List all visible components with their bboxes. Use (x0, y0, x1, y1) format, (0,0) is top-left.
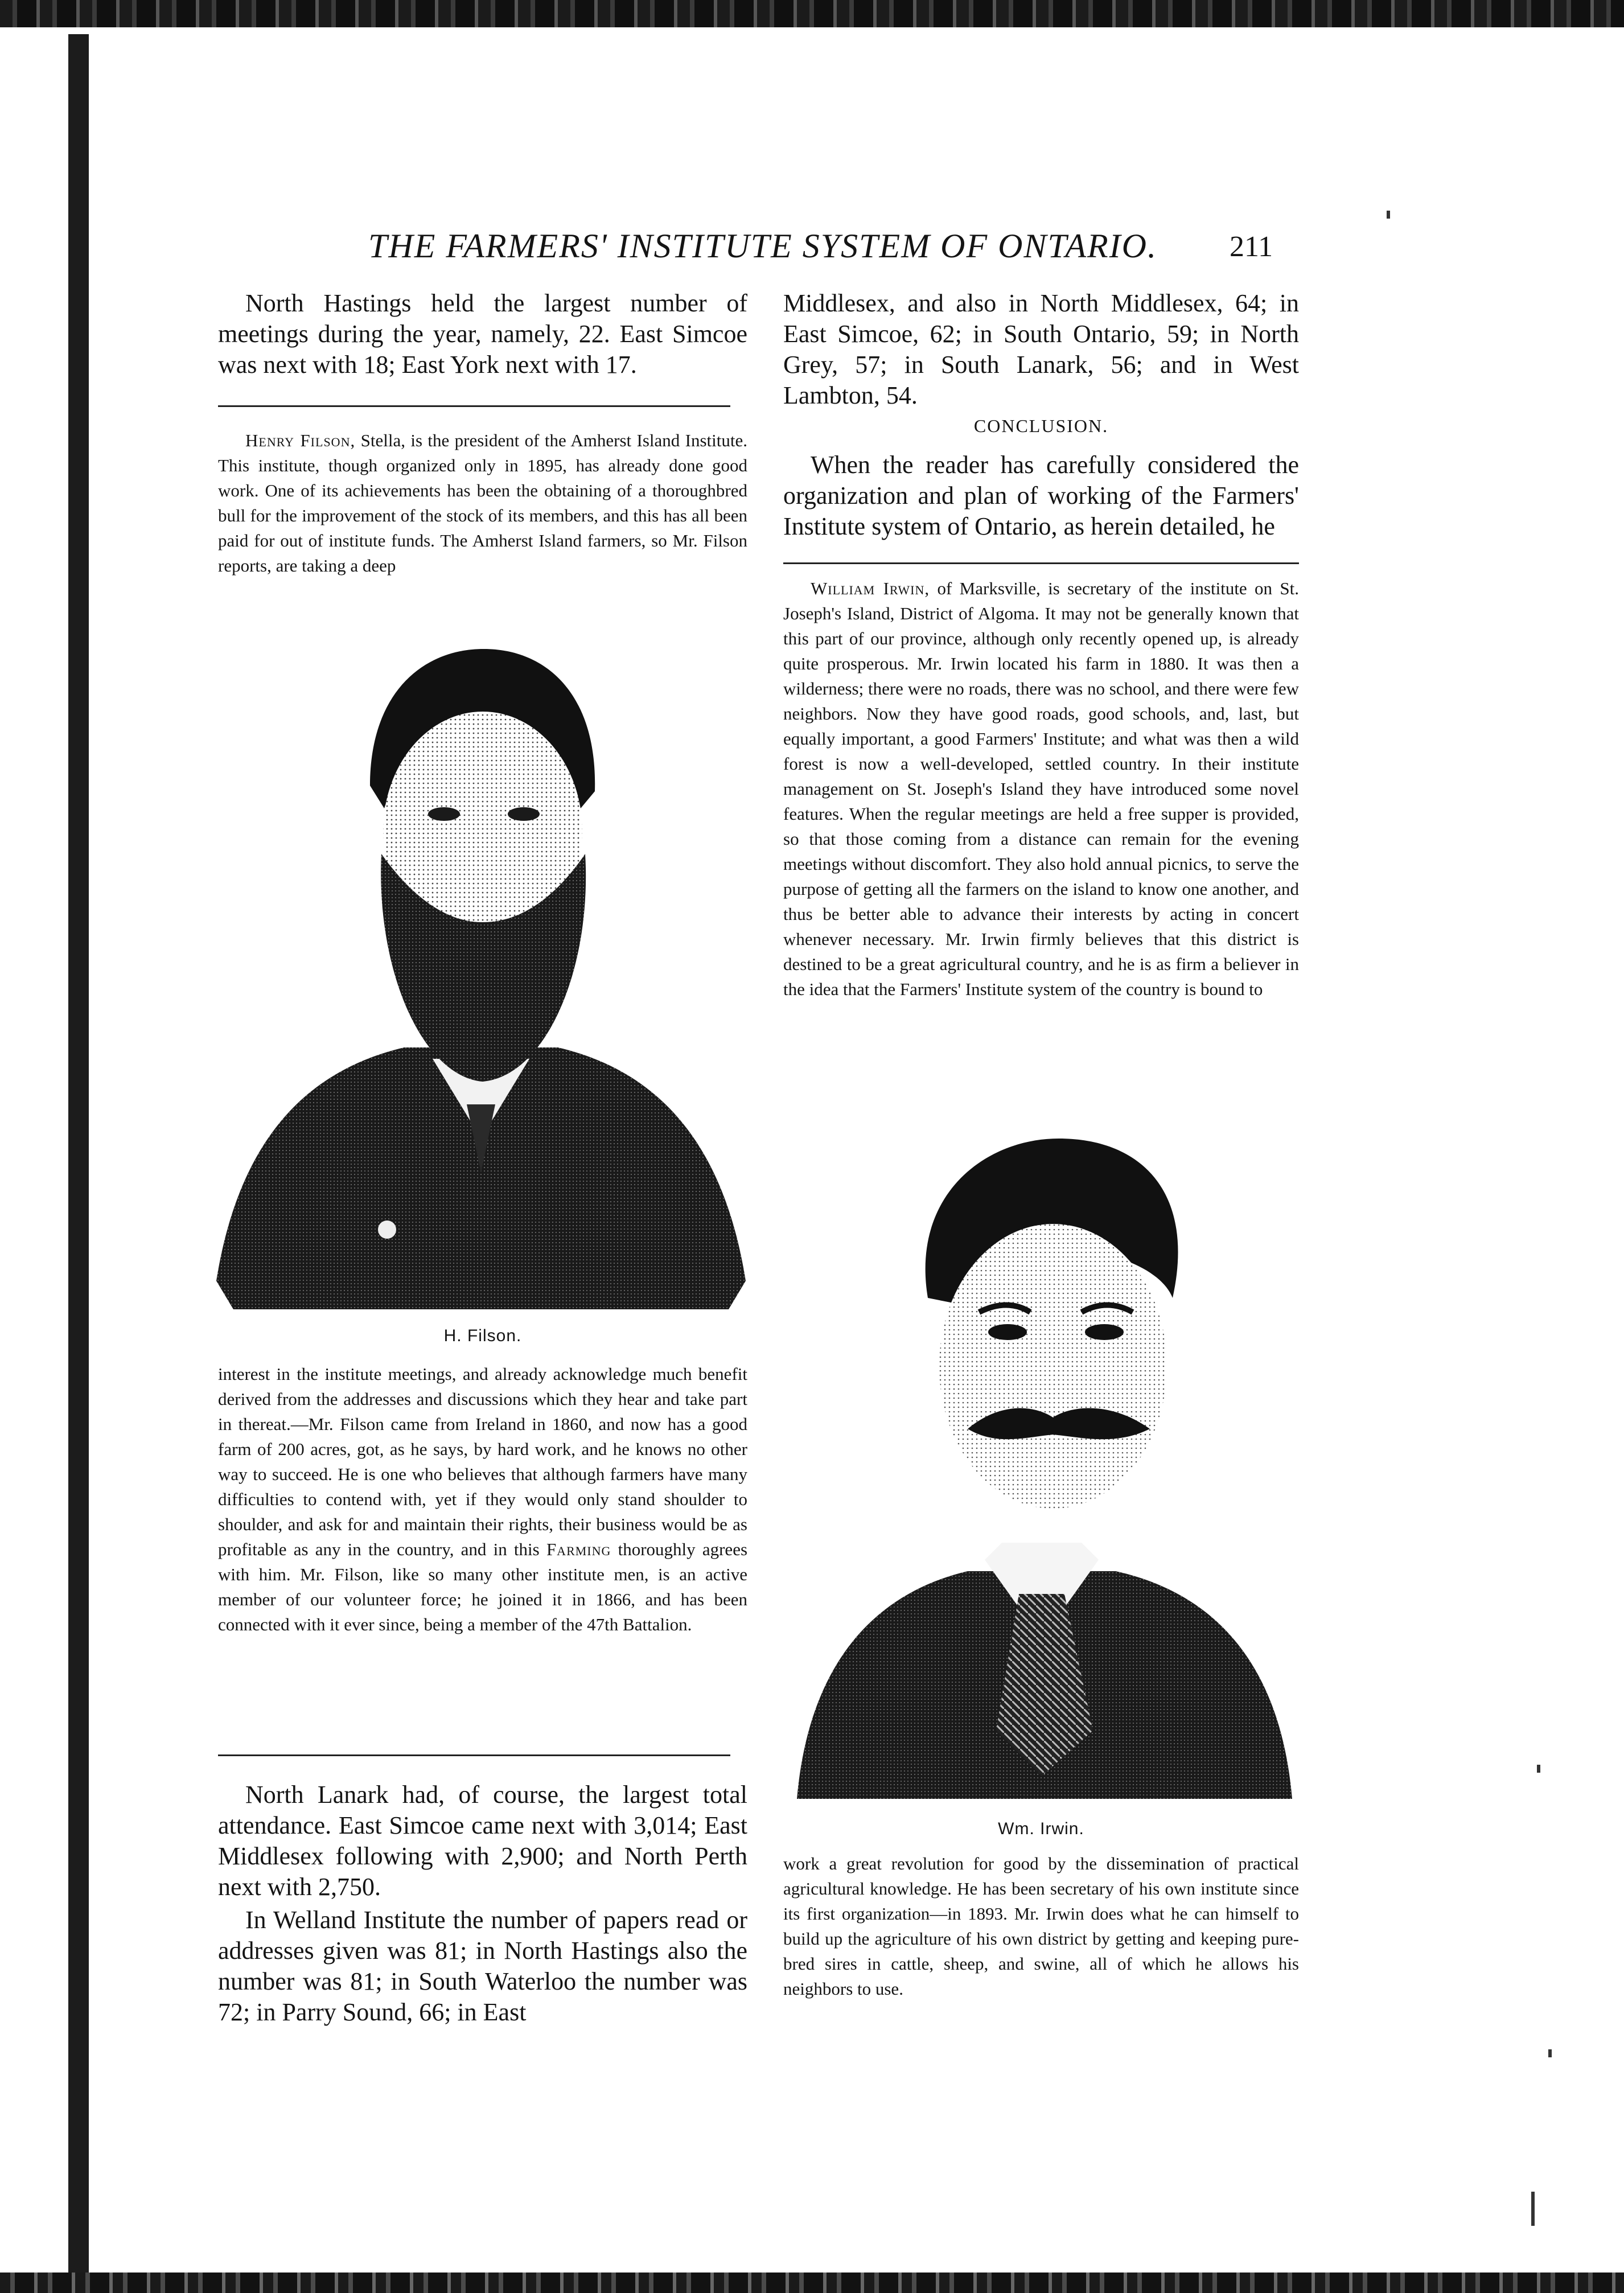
scan-border-top (0, 0, 1624, 27)
irwin-bio-bottom (783, 1851, 1299, 2002)
conclusion-paragraph (783, 450, 1299, 542)
conclusion-paragraph-text: When the reader has carefully considered the organization and plan of working of the Farmers' Institute system of Ontario, as herein detailed, he (783, 451, 1299, 540)
filson-caption: H. Filson. (443, 1326, 522, 1345)
filson-bio-top (218, 428, 747, 578)
section-rule (783, 562, 1299, 564)
scan-speck (1531, 2192, 1535, 2226)
irwin-portrait (797, 1127, 1292, 1799)
filson-portrait (216, 626, 746, 1309)
section-rule (218, 405, 730, 407)
irwin-bio-bottom-text: work a great revolution for good by the dissemination of practical agricultural knowledge. He has been secretary of his own institute since its first organization—in 1893. Mr. Irwin does what he can himself to build up the agriculture of his own district by getting and keeping pure-bred sires in cattle, sheep, and swine, all of which he allows his neighbors to use. (783, 1854, 1299, 1999)
section-rule (218, 1754, 730, 1756)
scan-speck (1548, 2049, 1552, 2057)
conclusion-heading: CONCLUSION. (973, 416, 1109, 436)
irwin-name: William Irwin, (811, 578, 930, 598)
attendance-paragraph (218, 1780, 747, 1902)
filson-bio-bottom-text-a: interest in the institute meetings, and already acknowledge much benefit derived from the addresses and discussions which they hear and take part in thereat.—Mr. Filson came from Ireland in 1860, and now has a good farm of 200 acres, got, as he says, by hard work, and he knows no other way to succeed. He is one who believes that although farmers have many difficulties to contend with, yet if they would only stand shoulder to shoulder, and ask for and maintain their rights, their business would be as profitable as any in the country, and in this (218, 1364, 747, 1559)
filson-bio-top-text: Stella, is the president of the Amherst Island Institute. This institute, though organized only in 1895, has already done good work. One of its achievements has been the obtaining of a thoroughbred bull for the improvement of the stock of its members, and this has all been paid for out of institute funds. The Amherst Island farmers, so Mr. Filson reports, are taking a deep (218, 430, 748, 576)
papers-paragraph-text: In Welland Institute the number of papers read or addresses given was 81; in North Hastings also the number was 81; in South Waterloo the number was 72; in Parry Sound, 66; in East (218, 1906, 747, 2026)
papers-paragraph (218, 1905, 747, 2028)
intro-paragraph (218, 288, 747, 380)
page-number: 211 (1230, 231, 1273, 263)
filson-bio-bottom-text-b: thoroughly agrees with him. Mr. Filson, like so many other institute men, is an active member of our volunteer force; he joined it in 1866, and has been connected with it ever since, being a member of the 47th Battalion. (218, 1539, 748, 1634)
farming-word: Farming (546, 1539, 611, 1559)
attendance-paragraph-text: North Lanark had, of course, the largest total attendance. East Simcoe came next with 3,014; East Middlesex following with 2,900; and North Perth next with 2,750. (218, 1781, 747, 1901)
running-head: THE FARMERS' INSTITUTE SYSTEM OF ONTARIO. (368, 227, 1157, 265)
irwin-bio-top-text: of Marksville, is secretary of the institute on St. Joseph's Island, District of Algoma. It may not be generally known that this part of our province, although only recently opened up, is already quite prosperous. Mr. Irwin located his farm in 1880. It was then a wilderness; there were no roads, there was no school, and there were few neighbors. Now they have good roads, good schools, and, last, but equally important, a good Farmers' Institute; and what was then a wild forest is now a well-developed, settled country. In their institute management on St. Joseph's Island they have introduced some novel features. When the regular meetings are held a free supper is provided, so that those coming from a distance can remain for the evening meetings without discomfort. They also hold annual picnics, to serve the purpose of getting all the farmers on the island to know one another, and thus be better able to advance their interests by acting in concert whenever necessary. Mr. Irwin firmly believes that this district is destined to be a great agricultural country, and he is as firm a believer in the idea that the Farmers' Institute system of the country is bound to (783, 578, 1300, 999)
scan-border-bottom (0, 2273, 1624, 2293)
continuation-paragraph-text: Middlesex, and also in North Middlesex, 64; in East Simcoe, 62; in South Ontario, 59; in North Grey, 57; in South Lanark, 56; and in West Lambton, 54. (783, 289, 1299, 409)
scan-speck (1537, 1765, 1540, 1773)
scan-border-left (68, 34, 89, 2273)
intro-paragraph-text: North Hastings held the largest number of meetings during the year, namely, 22. East Simcoe was next with 18; East York next with 17. (218, 289, 747, 379)
continuation-paragraph (783, 288, 1299, 411)
scan-speck (1387, 211, 1390, 219)
filson-bio-bottom (218, 1362, 747, 1637)
filson-name: Henry Filson, (245, 430, 356, 450)
irwin-bio-top (783, 576, 1299, 1002)
irwin-caption: Wm. Irwin. (998, 1819, 1084, 1838)
